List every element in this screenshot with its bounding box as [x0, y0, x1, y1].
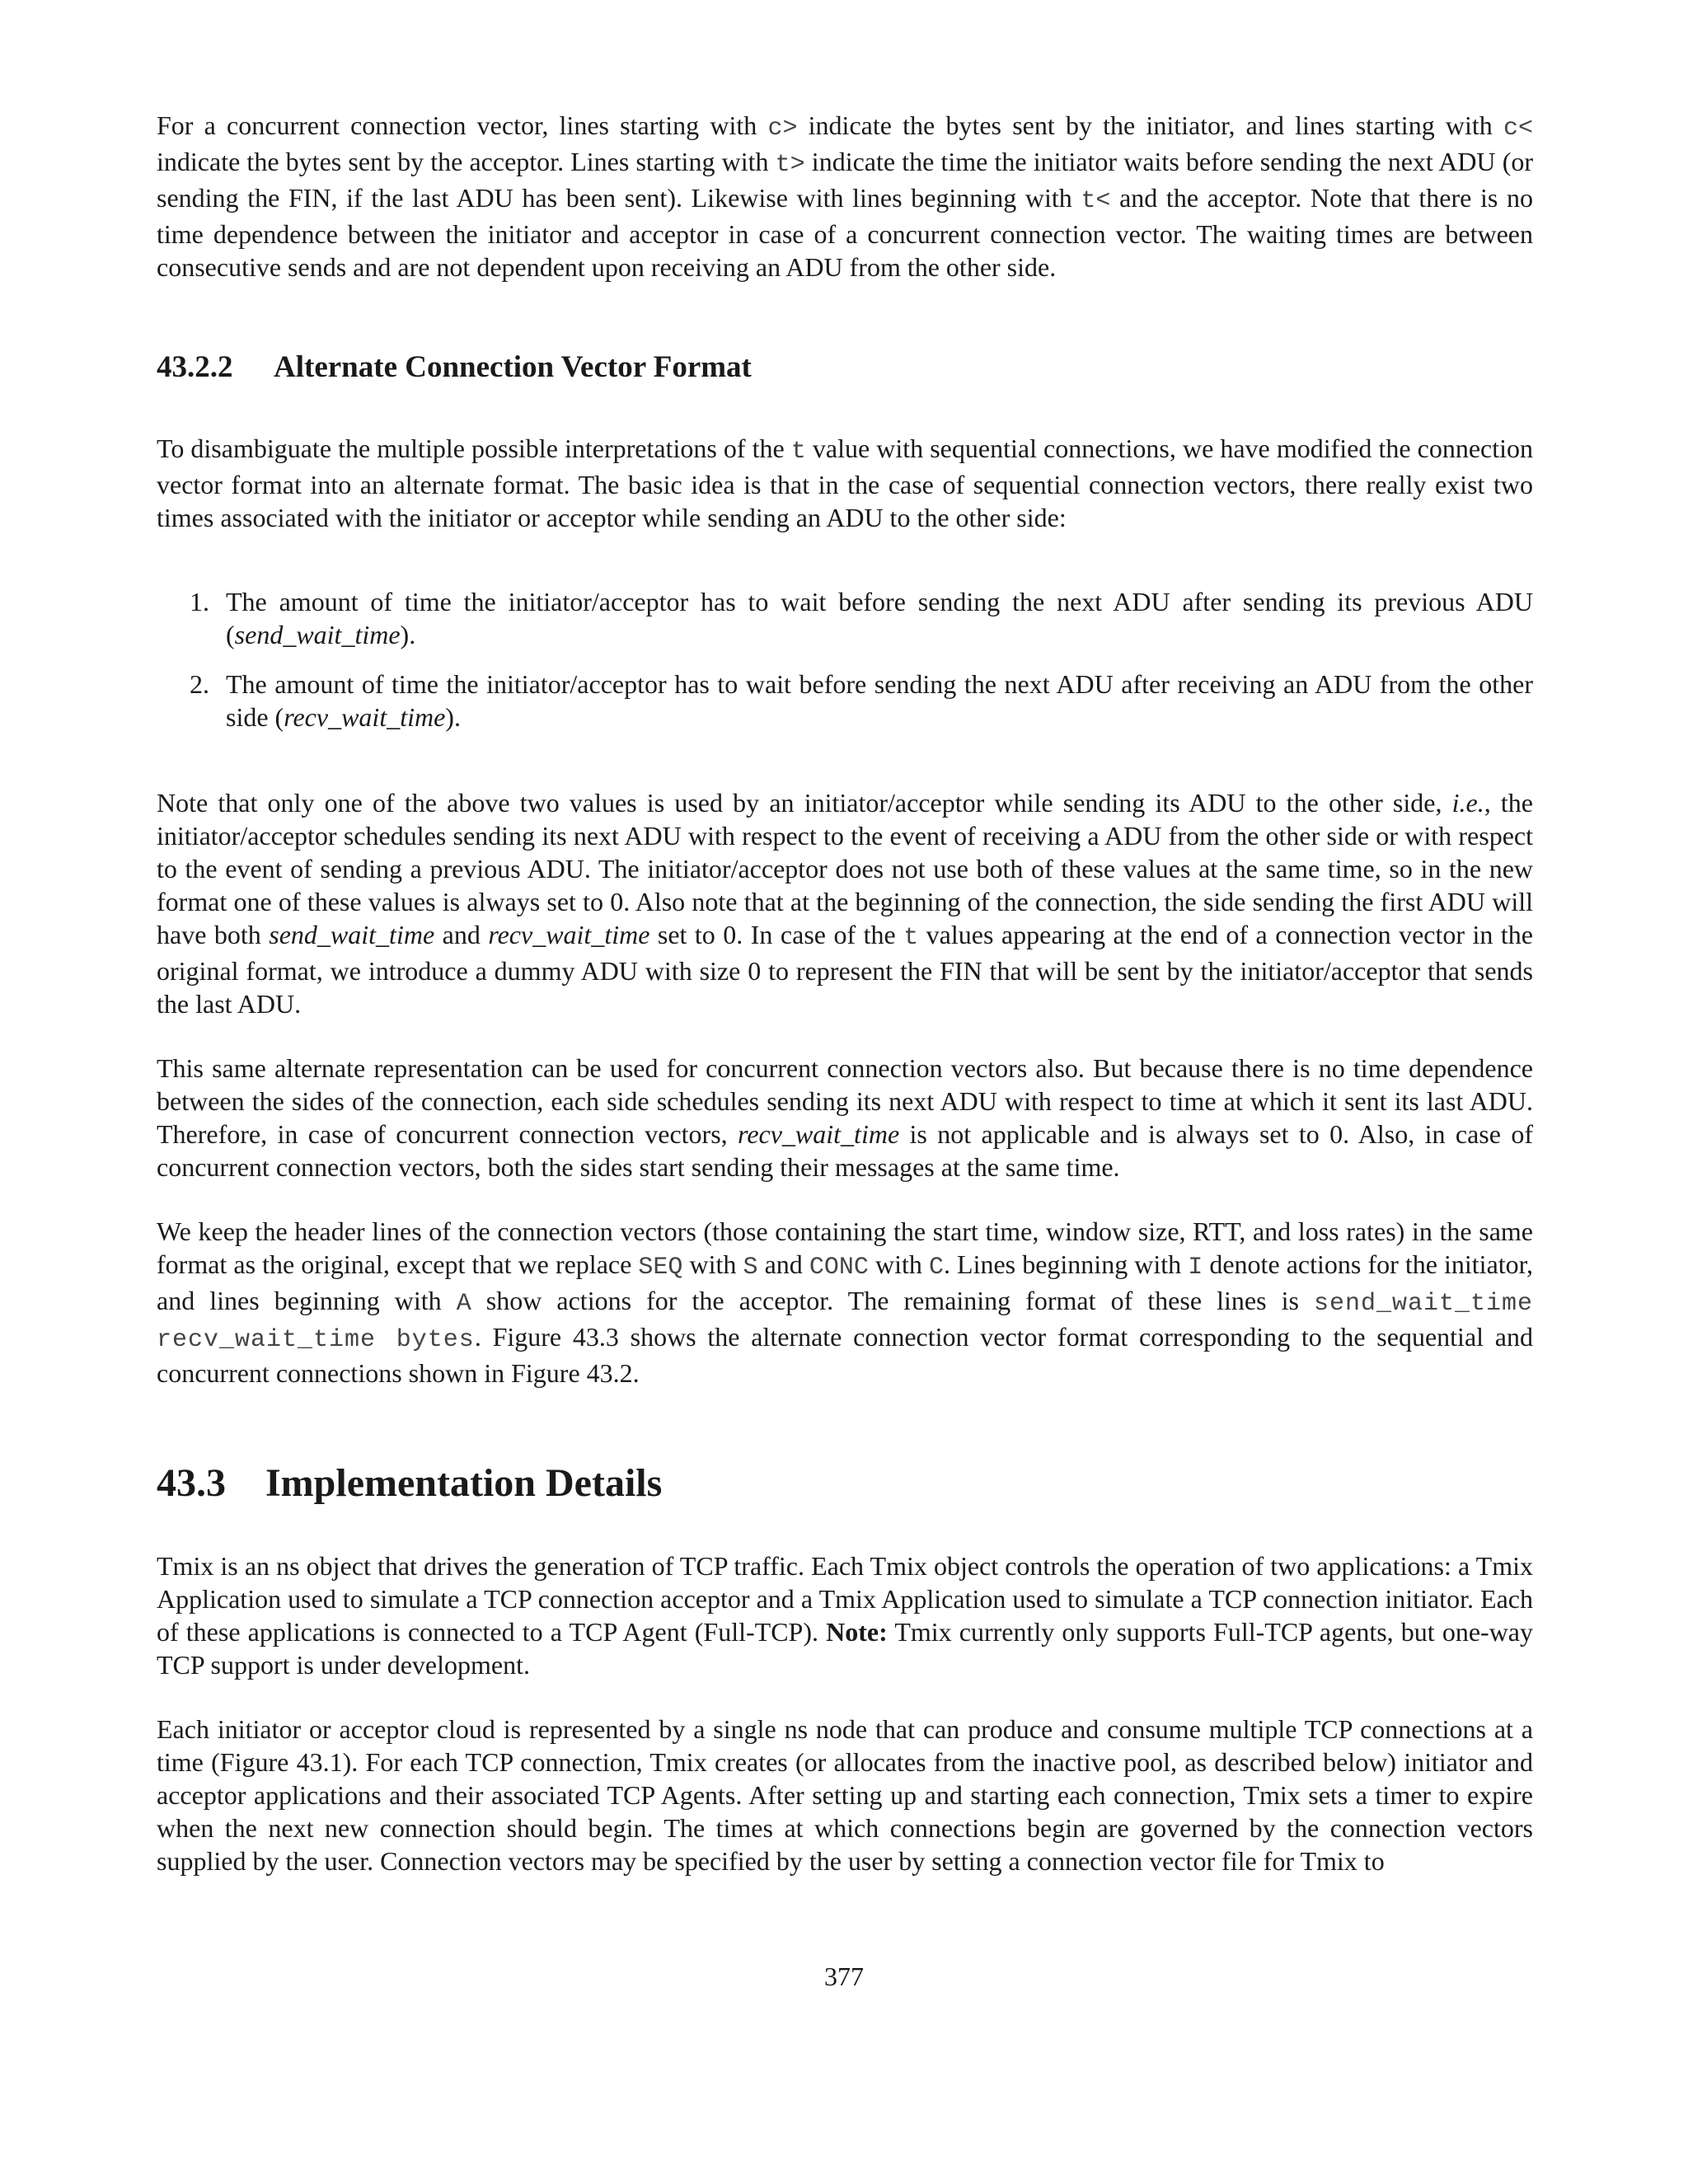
section-number: 43.3: [157, 1461, 226, 1505]
list-marker: 1.: [190, 587, 209, 616]
list-item: 1. The amount of time the initiator/acceptor has to wait before sending the next ADU after sending its previous ADU (send_wait_time).: [190, 587, 1533, 649]
page-number: 377: [824, 1961, 864, 1991]
section-number: 43.2.2: [157, 350, 233, 384]
paragraph-concurrent-representation: This same alternate representation can be used for concurrent connection vectors also. But because there is no time dependence between the sides of the connection, each side schedules sending its next ADU with respect to time at which it sent its last ADU. Therefore, in case of concurrent connection vectors, recv_wait_time is not applicable and is always set to 0. Also, in case of concurrent connection vectors, both the sides start sending their messages at the same time.: [157, 1053, 1534, 1182]
section-heading-alternate-format: [157, 349, 1533, 386]
code-t: t: [903, 924, 919, 952]
code-c-lt: c<: [1503, 115, 1534, 143]
code-i: I: [1188, 1254, 1203, 1282]
paragraph-concurrent-vector: For a concurrent connection vector, lines starting with c> indicate the bytes sent by the initiator, and lines starting with c< indicate the bytes sent by the acceptor. Lines starting with t> indicate the time the initiator waits before sending the next ADU (or sending the FIN, if the last ADU has been sent). Likewise with lines beginning with t< and the acceptor. Note that there is no time dependence between the initiator and acceptor in case of a concurrent connection vector. The waiting times are between consecutive sends and are not dependent upon receiving an ADU from the other side.: [157, 110, 1534, 282]
code-t: t: [790, 438, 806, 466]
code-c-gt: c>: [767, 115, 798, 143]
paragraph-note-one-value: Note that only one of the above two values is used by an initiator/acceptor while sending its ADU to the other side, i.e., the initiator/acceptor schedules sending its next ADU with respect to the event of receiving a ADU from the other side or with respect to the event of sending a previous ADU. The initiator/acceptor does not use both of these values at the same time, so in the new format one of these values is always set to 0. Also note that at the beginning of the connection, the side sending the first ADU will have both send_wait_time and recv_wait_time set to 0. In case of the t values appearing at the end of a connection vector in the original format, we introduce a dummy ADU with size 0 to represent the FIN that will be sent by the initiator/acceptor that sends the last ADU.: [157, 788, 1534, 1019]
code-conc: CONC: [809, 1254, 869, 1282]
code-line-format: send_wait_time recv_wait_time bytes: [157, 1290, 1534, 1354]
section-title: Alternate Connection Vector Format: [274, 350, 752, 384]
code-s: S: [743, 1254, 758, 1282]
page-body: [157, 105, 1533, 1877]
code-t-lt: t<: [1081, 187, 1111, 215]
code-seq: SEQ: [638, 1254, 683, 1282]
paragraph-tmix-object: Tmix is an ns object that drives the generation of TCP traffic. Each Tmix object controls the operation of two applications: a Tmix Application used to simulate a TCP connection acceptor and a Tmix Application used to simulate a TCP connection initiator. Each of these applications is connected to a TCP Agent (Full-TCP). Note: Tmix currently only supports Full-TCP agents, but one-way TCP support is under development.: [157, 1551, 1534, 1680]
paragraph-cloud-node: Each initiator or acceptor cloud is represented by a single ns node that can produce and consume multiple TCP connections at a time (Figure 43.1). For each TCP connection, Tmix creates (or allocates from the inactive pool, as described below) initiator and acceptor applications and their associated TCP Agents. After setting up and starting each connection, Tmix sets a timer to expire when the next new connection should begin. The times at which connections begin are governed by the connection vectors supplied by the user. Connection vectors may be specified by the user by setting a connection vector file for Tmix to: [157, 1714, 1533, 1876]
paragraph-disambiguate: To disambiguate the multiple possible interpretations of the t value with sequential connections, we have modified the connection vector format into an alternate format. The basic idea is that in the case of sequential connection vectors, there really exist two times associated with the initiator or acceptor while sending an ADU to the other side:: [157, 434, 1533, 532]
code-a: A: [456, 1290, 471, 1318]
section-heading-implementation: [157, 1460, 1533, 1507]
wait-time-list: [157, 585, 1533, 733]
list-marker: 2.: [190, 669, 209, 699]
paragraph-header-lines: We keep the header lines of the connection vectors (those containing the start time, window size, RTT, and loss rates) in the same format as the original, except that we replace SEQ with S and CONC with C. Lines beginning with I denote actions for the initiator, and lines beginning with A show actions for the acceptor. The remaining format of these lines is send_wait_time recv_wait_time bytes. Figure 43.3 shows the alternate connection vector format corresponding to the sequential and concurrent connections shown in Figure 43.2.: [157, 1216, 1534, 1388]
code-c: C: [928, 1254, 944, 1282]
code-t-gt: t>: [775, 151, 805, 179]
list-item: 2. The amount of time the initiator/acceptor has to wait before sending the next ADU after receiving an ADU from the other side (recv_wait_time).: [190, 669, 1533, 732]
section-title: Implementation Details: [265, 1461, 663, 1505]
